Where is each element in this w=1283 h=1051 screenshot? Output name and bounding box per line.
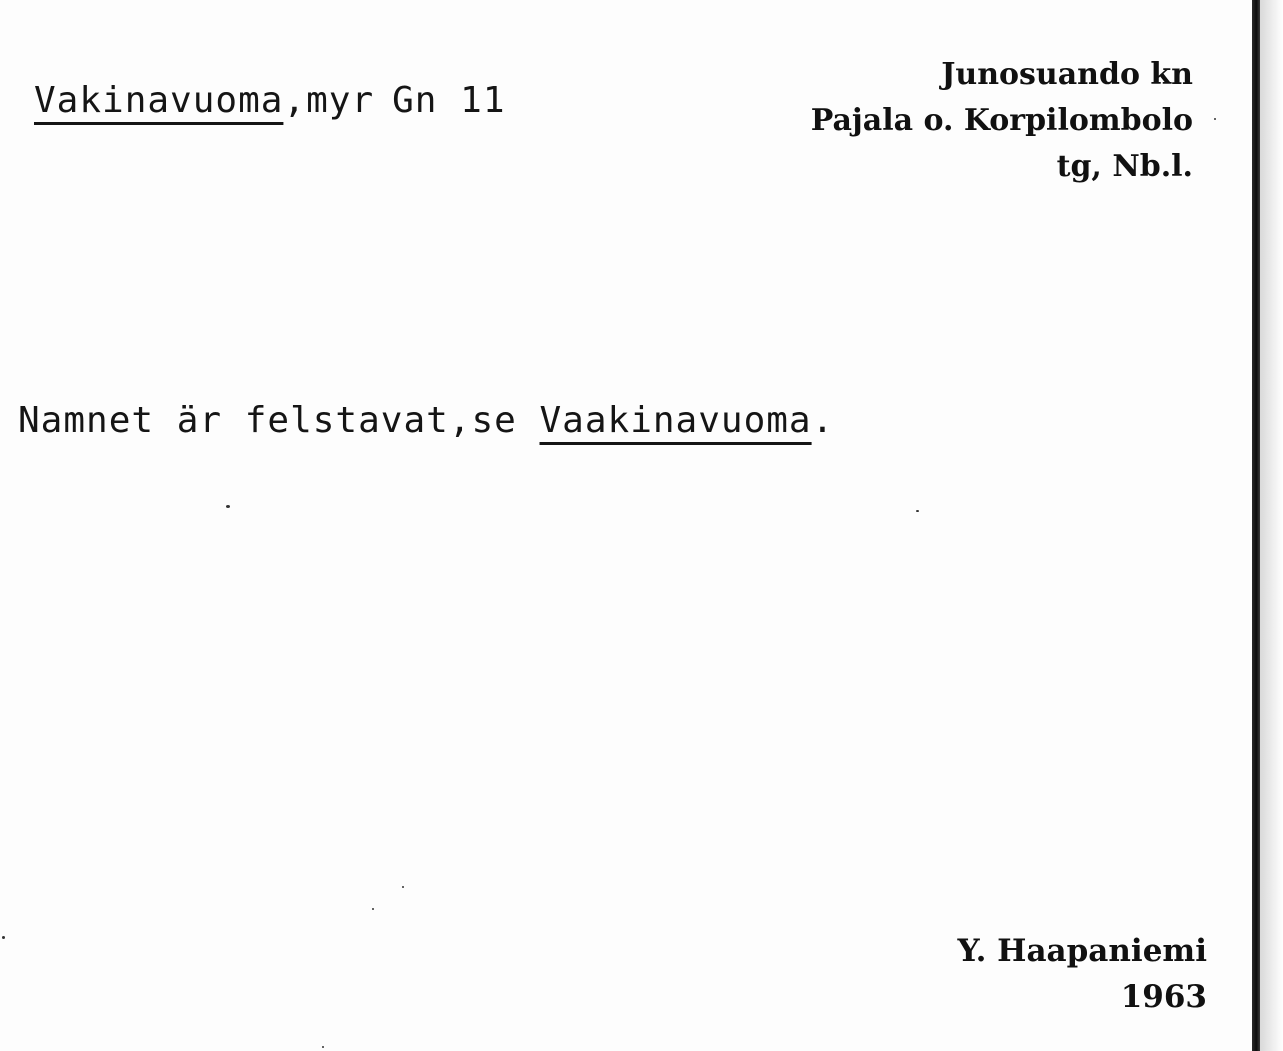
grid-reference: Gn 11 [392,80,506,121]
scan-speck [2,936,5,939]
headword-line [34,80,506,121]
note-reference: Vaakinavuoma [539,400,812,441]
headword: Vakinavuoma [34,80,284,121]
location-block [811,52,1193,190]
signature-block [957,928,1207,1020]
location-county: tg, Nb.l. [1056,149,1193,184]
location-village: Pajala o. Korpilombolo [810,103,1193,138]
note-text: Namnet är felstavat,se [18,400,540,441]
note-line [18,400,834,441]
scan-speck [402,886,404,888]
scan-speck [1214,118,1216,120]
scan-speck [916,510,919,512]
signature-name: Y. Haapaniemi [957,933,1207,969]
scan-speck [322,1046,324,1048]
scan-speck [372,908,374,910]
headword-suffix: ,myr [283,80,375,121]
card-edge [1252,0,1260,1051]
location-parish: Junosuando kn [941,57,1193,92]
note-period: . [811,400,835,441]
scan-speck [226,505,230,508]
scan-border [1260,0,1283,1051]
signature-year: 1963 [1120,979,1207,1015]
